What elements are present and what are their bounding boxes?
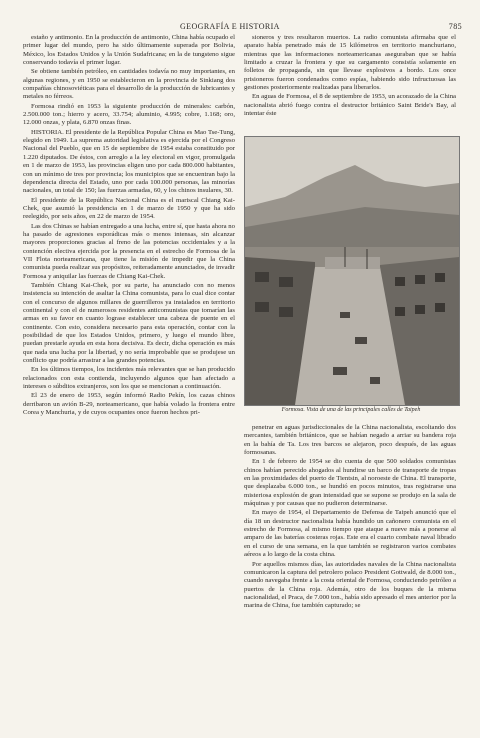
paragraph: En los últimos tiempos, los incidentes más relevantes que se han producido relacionados con esta contienda, incluyendo algunos que han afectado a intereses o súbditos extranjeros, son los que se mencionan a continuación. (23, 366, 235, 391)
paragraph: Por aquellos mismos días, las autoridades navales de la China nacionalista comunicaron la captura del petrolero polaco President Gottwald, de 8.000 ton., cuando navegaba frente a la costa oriental de Formosa, conduciendo petróleo a puertos de la China roja. Además, otro de los buques de la misma nacionalidad, el Praca, de 7.000 ton., había sido apresado el mes anterior por la marina de China, fue también capturado; se (244, 560, 456, 610)
paragraph: penetrar en aguas jurisdiccionales de la China nacionalista, escoltando dos mercantes, también británicos, que se habían negado a arriar su bandera roja en la bahía de Ta. Los tres barcos se alejaron, poco después, de las aguas formosanas. (244, 424, 456, 457)
paragraph: También Chiang Kai-Chek, por su parte, ha anunciado con no menos insistencia su intención de asaltar la China comunista, para lo cual dice contar con el concurso de algunos millares de guerrilleros ya instalados en territorio continental y con el de numerosos residentes anticomunistas que tomarían las armas en su favor en cuanto lograse establecer una cabeza de puente en el continente. Con esto, considera necesario para esta operación, contar con la posibilidad de que los Estados Unidos, primero, y luego el mundo libre, puedan prestarle ayuda en esta hora decisiva. Es decir, dicha operación es más que nada una lucha por la libertad, y no sería improbable que se produjese un conflicto que podría arrastrar a las grandes potencias. (23, 281, 235, 365)
paragraph: estaño y antimonio. En la producción de antimonio, China había ocupado el primer lugar del mundo, pero ha sido últimamente superada por Bolivia, México, los Estados Unidos y la Unión Sudafricana; en la de tungsteno sigue conservando todavía el primer lugar. (23, 34, 235, 67)
paragraph: sioneros y tres resultaron muertos. La radio comunista afirmaba que el aparato había penetrado más de 15 kilómetros en territorio manchuriano, mientras que las informaciones norteamericanas aseguraban que se había limitado a cruzar la frontera y que su cargamento consistía solamente en folletos de propaganda, sin que llevase explosivos a bordo. Los once prisioneros fueron condenados como espías, habiendo sido infructuosas las gestiones posteriormente realizadas para liberarlos. (244, 34, 456, 92)
street-photo (244, 136, 460, 406)
paragraph: En mayo de 1954, el Departamento de Defensa de Taipeh anunció que el día 18 un destructor nacionalista había hundido un cañonero comunista en el estrecho de Formosa, al mismo tiempo que ataque a nueve más a ponerse al amparo de las baterías costeras rojas. Este era el cuarto combate naval librado en el curso de una semana, en la que también se registraron varios combates aéreos a lo largo de la costa china. (244, 509, 456, 559)
paragraph: El 23 de enero de 1953, según informó Radio Pekín, los cazas chinos derribaron un avión B-29, norteamericano, que había volado la frontera entre Corea y Manchuria, y de cuyos ocupantes once fueron hechos pri- (23, 392, 235, 417)
left-column (23, 34, 235, 417)
paragraph: Formosa rindió en 1953 la siguiente producción de minerales: carbón, 2.500.000 ton.; hierro y acero, 33.754; aluminio, 4.995; cobre, 1.168; oro, 12.000 onzas, y plata, 6.870 onzas finas. (23, 102, 235, 127)
running-title: GEOGRAFÍA E HISTORIA (180, 22, 280, 31)
photo-figure (244, 136, 458, 416)
paragraph: HISTORIA. El presidente de la República Popular China es Mao Tse-Tung, elegido en 1949. La suprema autoridad legislativa es ejercida por el Congreso Nacional del Pueblo, que en 15 de septiembre de 1954 estaba constituido por 1.220 diputados. De éstos, con arreglo a la ley electoral en vigor, promulgada en 1 de marzo de 1953, las provincias eligen uno por cada 800.000 habitantes, con un mínimo de tres por provincia; los municipios que se encuentran bajo la dependencia directa del Estado, uno por cada 100.000 personas, las minorías nacionales, un total de 150; las fuerzas armadas, 60, y los chinos insulares, 30. (23, 128, 235, 195)
right-column-bottom (244, 424, 456, 611)
page-number: 785 (448, 22, 462, 31)
paragraph: Las dos Chinas se habían entregado a una lucha, entre sí, que hasta ahora no ha pasado de agresiones esporádicas más o menos intensas, sin alcanzar mayores proporciones gracias al freno de las potencias occidentales y a la contención electiva ejercida por la presencia en el estrecho de Formosa de la VII Flota norteamericana, que tiene la misión de impedir que la China comunista pueda realizar sus propósitos, reiteradamente anunciados, de invadir Formosa y aniquilar las fuerzas de Chiang Kai-Chek. (23, 222, 235, 280)
paragraph: El presidente de la República Nacional China es el mariscal Chiang Kai-Chek, que asumió la presidencia en 1 de marzo de 1950 y que ha sido reelegido, por seis años, en 22 de marzo de 1954. (23, 196, 235, 221)
figure-caption: Formosa. Vista de una de las principales calles de Taipeh (281, 407, 421, 413)
paragraph: Se obtiene también petróleo, en cantidades todavía no muy importantes, en algunas regiones, y en 1950 se establecieron en la provincia de Sinkiang dos compañías chinosoviéticas para el desarrollo de la producción de lubricantes y metales no férreos. (23, 68, 235, 101)
paragraph: En 1 de febrero de 1954 se dio cuenta de que 500 soldados comunistas chinos habían perecido ahogados al hundirse un barco de transporte de tropas en las proximidades del puerto de Tientsin, al noroeste de China. El transporte, que desplazaba 6.000 ton., se hundió en pocos minutos, tras registrarse una misteriosa explosión de gran intensidad que se supone se produjo en la sala de máquinas y por causas que no pudieron determinarse. (244, 458, 456, 508)
paragraph: En aguas de Formosa, el 8 de septiembre de 1953, un acorazado de la China nacionalista abrió fuego contra el destructor británico Saint Bride's Bay, al intentar éste (244, 93, 456, 118)
street-photo-illustration (245, 137, 459, 405)
right-column-top (244, 34, 456, 118)
